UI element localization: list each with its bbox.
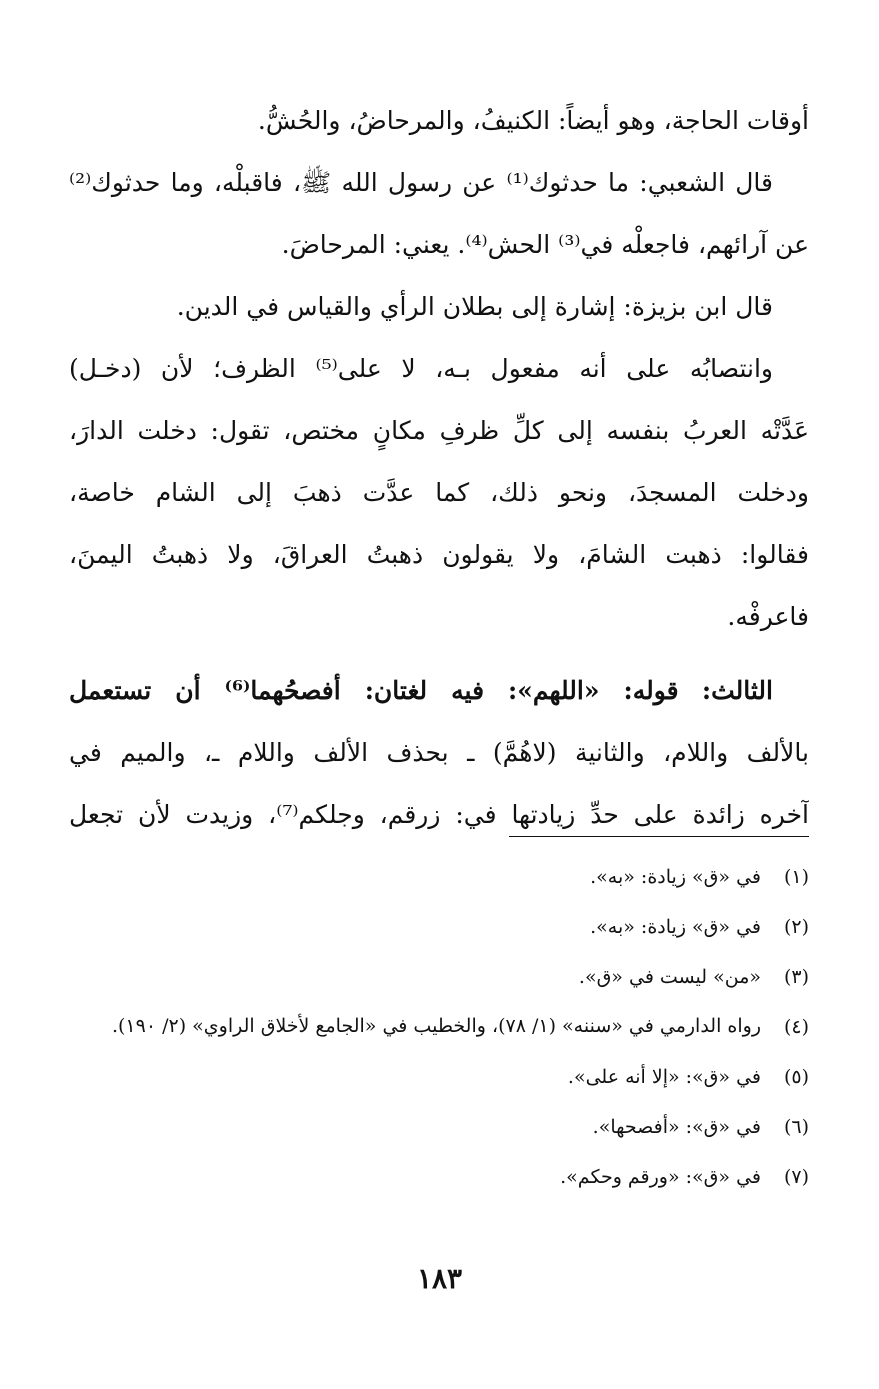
page-number: ١٨٣ <box>416 1262 463 1295</box>
footnote-number: (٢) <box>783 916 809 938</box>
footnote-number: (٦) <box>783 1116 809 1138</box>
text-line: آخره زائدة على حدِّ زيادتها في: زرقم، وجلكم⁽⁷⁾، وزيدت لأن تجعل <box>69 800 809 829</box>
footnote-number: (٥) <box>783 1066 809 1088</box>
footnote-text: في «ق»: «أفصحها». <box>592 1116 761 1138</box>
text-line: وانتصابُه على أنه مفعول بـه، لا على⁽⁵⁾ الظرف؛ لأن (دخـل) <box>69 354 773 383</box>
text-line: ودخلت المسجدَ، ونحو ذلك، كما عدَّت ذهبَ إلى الشام خاصة، <box>69 478 809 507</box>
footnote-text: في «ق»: «ورقم وحكم». <box>560 1166 761 1188</box>
footnote-divider <box>509 836 809 837</box>
footnote-number: (٣) <box>783 966 809 988</box>
paragraph-gap <box>69 648 809 660</box>
footnotes <box>64 852 809 1202</box>
main-text <box>69 90 809 846</box>
text-line: عن آرائهم، فاجعلْه في⁽³⁾ الحش⁽⁴⁾. يعني: المرحاضَ. <box>281 230 809 259</box>
footnote-number: (١) <box>783 866 809 888</box>
footnote-text: في «ق»: «إلا أنه على». <box>567 1066 761 1088</box>
footnote-item <box>64 1002 809 1052</box>
footnote-text: «من» ليست في «ق». <box>578 966 761 988</box>
text-line: فقالوا: ذهبت الشامَ، ولا يقولون ذهبتُ العراقَ، ولا ذهبتُ اليمنَ، <box>69 540 809 569</box>
footnote-item <box>64 1152 809 1202</box>
footnote-text: رواه الدارمي في «سننه» (١/ ٧٨)، والخطيب في «الجامع لأخلاق الراوي» (٢/ ١٩٠). <box>111 1015 761 1037</box>
footnote-text: في «ق» زيادة: «به». <box>590 866 761 888</box>
footnote-number: (٧) <box>783 1166 809 1188</box>
footnote-number: (٤) <box>783 1016 809 1038</box>
text-line: بالألف واللام، والثانية (لاهُمَّ) ـ بحذف الألف واللام ـ، والميم في <box>69 738 809 767</box>
text-line: عَدَّتْه العربُ بنفسه إلى كلِّ ظرفِ مكانٍ مختص، تقول: دخلت الدارَ، <box>69 416 809 445</box>
text-line: قال ابن بزيزة: إشارة إلى بطلان الرأي والقياس في الدين. <box>176 292 773 321</box>
text-line: فاعرفْه. <box>727 602 809 631</box>
footnote-item <box>64 952 809 1002</box>
footnote-item <box>64 1052 809 1102</box>
section-heading: الثالث: <box>701 676 773 705</box>
footnote-item <box>64 1102 809 1152</box>
footnote-item <box>64 852 809 902</box>
text-line: قال الشعبي: ما حدثوك⁽¹⁾ عن رسول الله ﷺ، فاقبلْه، وما حدثوك⁽²⁾ <box>69 168 773 197</box>
footnote-text: في «ق» زيادة: «به». <box>590 916 761 938</box>
text-line: أوقات الحاجة، وهو أيضاً: الكنيفُ، والمرحاضُ، والحُشُّ. <box>257 106 809 135</box>
text-line <box>69 660 809 722</box>
footnote-item <box>64 902 809 952</box>
section-heading-rest: قوله: «اللهم»: فيه لغتان: أفصحُهما⁽⁶⁾ أن تستعمل <box>69 676 679 705</box>
